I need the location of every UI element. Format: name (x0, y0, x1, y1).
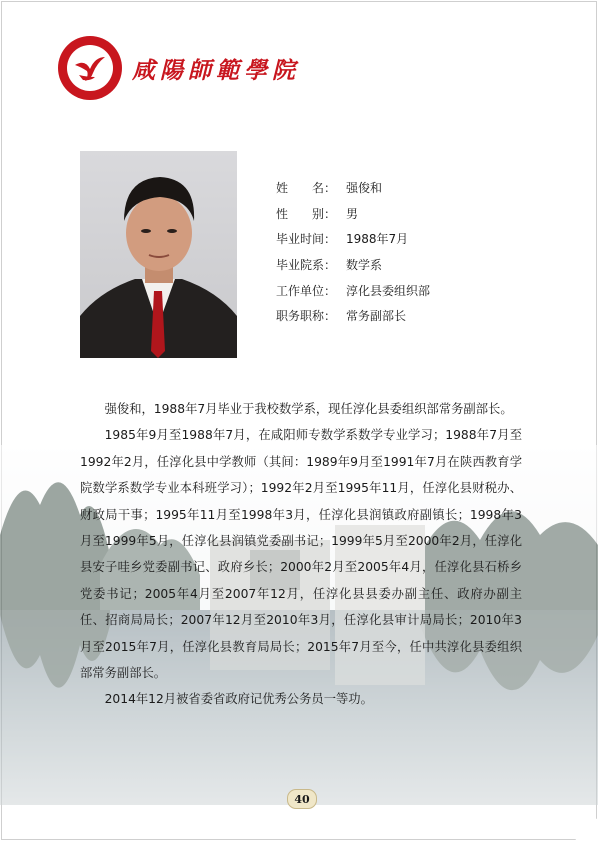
page-number: 40 (287, 789, 317, 809)
name-label: 姓 名： (276, 181, 337, 196)
department-label: 毕业院系： (276, 258, 337, 273)
department-value: 数学系 (346, 258, 383, 273)
biography (80, 396, 522, 713)
graduation-label: 毕业时间： (276, 232, 337, 247)
position-value: 常务副部长 (346, 309, 407, 324)
employer-label: 工作单位： (276, 283, 337, 298)
portrait-image (80, 151, 237, 358)
profile-row-name (276, 175, 430, 201)
page-corner-fold (573, 816, 599, 842)
school-name: 咸陽師範學院 (132, 57, 300, 84)
profile-row-department (276, 252, 430, 278)
gender-value: 男 (346, 206, 359, 221)
employer-value: 淳化县委组织部 (346, 283, 431, 298)
profile-row-graduation (276, 226, 430, 252)
bio-paragraph-intro: 强俊和，1988年7月毕业于我校数学系，现任淳化县委组织部常务副部长。 (104, 402, 513, 416)
profile-info (276, 175, 430, 329)
profile-row-employer (276, 277, 430, 303)
profile-row-gender (276, 201, 430, 227)
bio-paragraph-career: 1985年9月至1988年7月，在咸阳师专数学系数学专业学习；1988年7月至1992年2月，任淳化县中学教师（其间：1989年9月至1991年7月在陕西教育学院数学系数学专业本科班学习）；1992年2月至1995年11月，任淳化县财税办、财政局干事；1995年11月至1998年3月，任淳化县润镇政府副镇长；1998年3月至1999年5月，任淳化县润镇党委副书记；1999年5月至2000年2月，任淳化县安子哇乡党委副书记、政府乡长；2000年2月至2005年4月，任淳化县石桥乡党委书记；2005年4月至2007年12月，任淳化县县委办副主任、政府办副主任、招商局局长；2007年12月至2010年3月，任淳化县审计局局长；2010年3月至2015年7月，任淳化县教育局局长；2015年7月至今，任中共淳化县委组织部常务副部长。 (80, 428, 522, 681)
school-logo (58, 36, 122, 100)
logo-year: 1978 (83, 86, 97, 92)
bio-paragraph-award: 2014年12月被省委省政府记优秀公务员一等功。 (104, 692, 373, 707)
gender-label: 性 别： (276, 206, 337, 221)
name-value: 强俊和 (346, 181, 383, 196)
portrait-photo (80, 151, 237, 358)
swallow-emblem-icon (73, 53, 107, 83)
profile-row-position (276, 303, 430, 329)
position-label: 职务职称： (276, 309, 337, 324)
graduation-value: 1988年7月 (346, 232, 409, 247)
